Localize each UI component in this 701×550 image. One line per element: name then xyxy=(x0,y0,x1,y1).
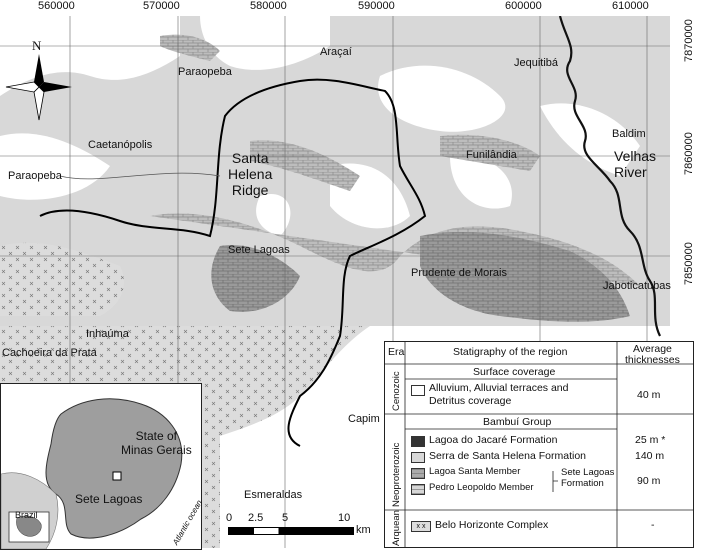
legend-col-era: Era xyxy=(388,346,405,358)
compass-icon xyxy=(4,52,74,122)
legend-jacare-thickness: 25 m * xyxy=(635,434,666,446)
legend-col-stratigraphy: Statigraphy of the region xyxy=(453,346,568,358)
legend-sete-lagoas-thickness: 90 m xyxy=(637,475,661,487)
legend-serra-thickness: 140 m xyxy=(635,450,665,462)
place-prudente-de-morais: Prudente de Morais xyxy=(411,267,507,279)
place-aracai: Araçaí xyxy=(320,46,352,58)
easting-label-590000: 590000 xyxy=(358,0,395,12)
north-arrow xyxy=(4,38,74,122)
legend-surface-coverage: Surface coverage xyxy=(473,366,556,378)
inset-state-label: State of Minas Gerais xyxy=(121,429,192,457)
inset-city-label: Sete Lagoas xyxy=(75,492,143,506)
scale-label-5: 5 xyxy=(282,512,289,524)
legend-serra-santa-helena: Serra de Santa Helena Formation xyxy=(429,450,587,462)
northing-label-7870000: 7870000 xyxy=(683,19,695,62)
place-cachoeira-da-prata: Cachoeira da Prata xyxy=(2,347,97,359)
place-velhas-river: Velhas River xyxy=(614,148,657,180)
place-inhauma: Inhaúma xyxy=(86,328,129,340)
legend-pedro-leopoldo-member: Pedro Leopoldo Member xyxy=(429,482,534,493)
scale-bar-graphic xyxy=(228,527,354,535)
easting-label-560000: 560000 xyxy=(38,0,75,12)
place-sete-lagoas: Sete Lagoas xyxy=(228,244,290,256)
swatch-alluvium xyxy=(411,385,425,396)
place-paraopeba-west: Paraopeba xyxy=(8,170,62,182)
scale-label-2.5: 2.5 xyxy=(248,512,264,524)
place-baldim: Baldim xyxy=(612,128,646,140)
place-santa-helena-ridge: Santa Helena Ridge xyxy=(228,150,273,198)
inset-map-graphic xyxy=(1,384,201,549)
legend-alluvium-thickness: 40 m xyxy=(637,389,661,401)
legend-sete-lagoas-formation: Sete Lagoas Formation xyxy=(561,467,615,489)
legend-lagoa-do-jacare: Lagoa do Jacaré Formation xyxy=(429,434,558,446)
place-paraopeba-north: Paraopeba xyxy=(178,66,232,78)
northing-label-7850000: 7850000 xyxy=(683,242,695,285)
north-arrow-label: N xyxy=(32,38,42,53)
legend-bambui-group: Bambuí Group xyxy=(483,416,552,428)
easting-label-610000: 610000 xyxy=(612,0,649,12)
easting-label-600000: 600000 xyxy=(505,0,542,12)
place-esmeraldas: Esmeraldas xyxy=(244,489,303,501)
study-area-marker xyxy=(113,472,121,480)
swatch-lagoa-do-jacare xyxy=(411,436,425,447)
place-caetanopolis: Caetanópolis xyxy=(88,139,153,151)
legend-belo-horizonte-complex: Belo Horizonte Complex xyxy=(435,519,549,531)
stratigraphy-legend xyxy=(384,341,694,548)
legend-col-thickness: Average thicknesses xyxy=(625,343,680,366)
legend-era-cenozoic: Cenozoic xyxy=(391,371,402,411)
easting-label-570000: 570000 xyxy=(143,0,180,12)
place-capim: Capim xyxy=(348,413,380,425)
inset-map xyxy=(0,383,202,550)
easting-label-580000: 580000 xyxy=(250,0,287,12)
legend-lagoa-santa-member: Lagoa Santa Member xyxy=(429,466,521,477)
legend-era-arquean: Arquean xyxy=(391,510,402,546)
place-jequitiba: Jequitibá xyxy=(514,57,559,69)
swatch-belo-horizonte: x x xyxy=(411,521,431,532)
swatch-serra-santa-helena xyxy=(411,452,425,463)
legend-alluvium: Alluvium, Alluvial terraces and Detritus coverage xyxy=(429,382,569,407)
legend-era-neoproterozoic: Neoproterozoic xyxy=(391,442,402,507)
scale-bar xyxy=(222,512,382,542)
minas-gerais-shape xyxy=(46,399,182,538)
inset-ocean-label: Atlantic ocean xyxy=(171,498,204,547)
scale-label-0: 0 xyxy=(226,512,233,524)
scale-unit: km xyxy=(356,524,371,536)
inset-country-label: Brazil xyxy=(15,510,38,520)
scale-label-10: 10 xyxy=(338,512,351,524)
legend-belo-thickness: - xyxy=(651,519,655,531)
place-jaboticatubas: Jaboticatubas xyxy=(603,280,671,292)
northing-label-7860000: 7860000 xyxy=(683,132,695,175)
swatch-lagoa-santa-member xyxy=(411,468,425,479)
swatch-pedro-leopoldo-member xyxy=(411,484,425,495)
place-funilandia: Funilândia xyxy=(466,149,517,161)
